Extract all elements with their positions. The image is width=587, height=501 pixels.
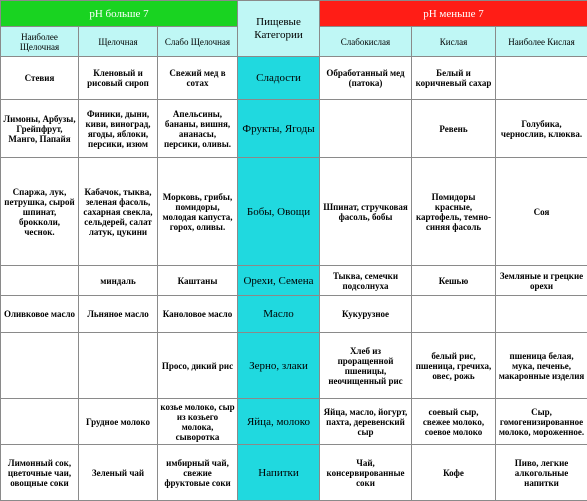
table-cell	[412, 296, 496, 333]
table-cell: Апельсины, бананы, вишня, ананасы, персики, оливы.	[158, 100, 238, 158]
table-cell: Ревень	[412, 100, 496, 158]
table-cell: миндаль	[79, 266, 158, 296]
table-row	[1, 100, 587, 158]
table-row	[1, 296, 587, 333]
table-cell: Помидоры красные, картофель, темно-синяя фасоль	[412, 158, 496, 266]
table-cell: Сыр, гомогенизированное молоко, мороженное.	[496, 399, 587, 445]
table-row	[1, 445, 587, 501]
table-cell: Земляные и грецкие орехи	[496, 266, 587, 296]
category-cell: Фрукты, Ягоды	[238, 100, 320, 158]
table-cell: Кленовый и рисовый сироп	[79, 57, 158, 100]
table-cell: Голубика, чернослив, клюква.	[496, 100, 587, 158]
table-cell: Просо, дикий рис	[158, 333, 238, 399]
table-row	[1, 333, 587, 399]
column-header: Наиболее Кислая	[496, 27, 587, 57]
table-cell: Каштаны	[158, 266, 238, 296]
table-cell: Лимоны, Арбузы, Грейпфрут, Манго, Папайя	[1, 100, 79, 158]
table-cell: козье молоко, сыр из козьего молока, сыворотка	[158, 399, 238, 445]
table-cell	[496, 57, 587, 100]
table-cell: Белый и коричневый сахар	[412, 57, 496, 100]
table-cell	[1, 333, 79, 399]
table-cell: Свежий мед в сотах	[158, 57, 238, 100]
table-cell: Финики, дыни, киви, виноград, ягоды, яблоки, персики, изюм	[79, 100, 158, 158]
table-cell: Спаржа, лук, петрушка, сырой шпинат, брокколи, чеснок.	[1, 158, 79, 266]
table-cell: Пиво, легкие алкогольные напитки	[496, 445, 587, 501]
category-cell: Зерно, злаки	[238, 333, 320, 399]
table-row	[1, 266, 587, 296]
table-cell: Кофе	[412, 445, 496, 501]
category-cell: Яйца, молоко	[238, 399, 320, 445]
table-cell: Оливковое масло	[1, 296, 79, 333]
table-cell: пшеница белая, мука, печенье, макаронные изделия	[496, 333, 587, 399]
table-row	[1, 158, 587, 266]
table-cell: Обработанный мед (патока)	[320, 57, 412, 100]
table-cell: Хлеб из проращенной пшеницы, неочищенный рис	[320, 333, 412, 399]
table-row	[1, 399, 587, 445]
table-cell: Льняное масло	[79, 296, 158, 333]
table-cell	[320, 100, 412, 158]
table-cell: Кабачок, тыква, зеленая фасоль, сахарная свекла, сельдерей, салат латук, цукини	[79, 158, 158, 266]
category-cell: Бобы, Овощи	[238, 158, 320, 266]
table-cell: имбирный чай, свежие фруктовые соки	[158, 445, 238, 501]
table-cell	[1, 399, 79, 445]
table-cell: Грудное молоко	[79, 399, 158, 445]
category-cell: Орехи, Семена	[238, 266, 320, 296]
table-cell	[496, 296, 587, 333]
table-cell: Лимонный сок, цветочные чаи, овощные соки	[1, 445, 79, 501]
table-cell: Кешью	[412, 266, 496, 296]
column-header: Слабокислая	[320, 27, 412, 57]
ph-low-header: pH меньше 7	[320, 1, 587, 27]
category-cell: Масло	[238, 296, 320, 333]
table-cell: Яйца, масло, йогурт, пахта, деревенский сыр	[320, 399, 412, 445]
column-header: Слабо Щелочная	[158, 27, 238, 57]
table-cell: Чай, консервированные соки	[320, 445, 412, 501]
category-cell: Сладости	[238, 57, 320, 100]
category-cell: Напитки	[238, 445, 320, 501]
table-row	[1, 57, 587, 100]
table-cell: Кукурузное	[320, 296, 412, 333]
table-cell: Каноловое масло	[158, 296, 238, 333]
table-cell: Стевия	[1, 57, 79, 100]
ph-high-header: pH больше 7	[1, 1, 238, 27]
table-cell: Морковь, грибы, помидоры, молодая капуста, горох, оливы.	[158, 158, 238, 266]
table-cell	[79, 333, 158, 399]
table-cell: белый рис, пшеница, гречиха, овес, рожь	[412, 333, 496, 399]
table-cell: Соя	[496, 158, 587, 266]
table-cell	[1, 266, 79, 296]
table-cell: Тыква, семечки подсолнуха	[320, 266, 412, 296]
table-cell: Зеленый чай	[79, 445, 158, 501]
categories-header: Пищевые Категории	[238, 1, 320, 57]
column-header: Кислая	[412, 27, 496, 57]
column-header: Наиболее Щелочная	[1, 27, 79, 57]
column-header: Щелочная	[79, 27, 158, 57]
table-cell: Шпинат, стручковая фасоль, бобы	[320, 158, 412, 266]
table-cell: соевый сыр, свежее молоко, соевое молоко	[412, 399, 496, 445]
